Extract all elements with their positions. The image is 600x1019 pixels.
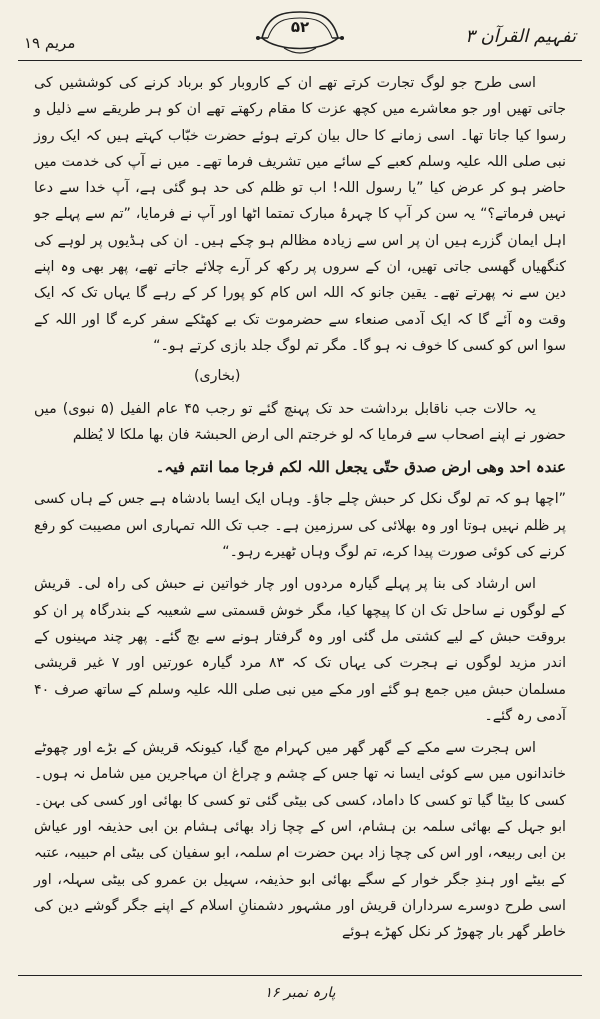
- arabic-hadith: عندہ احد وھی ارض صدق حتّی یجعل اللہ لکم فرجا مما انتم فیہ۔: [155, 458, 566, 477]
- hadith-translation: ”اچھا ہو کہ تم لوگ نکل کر حبش چلے جاؤ۔ وہاں ایک ایسا بادشاہ ہے جس کے ہاں کسی پر ظلم نہیں ہوتا اور وہ بھلائی کی سرزمین ہے۔ جب تک اللہ تمہاری اس مصیبت کو رفع کرنے کی کوئی صورت پیدا کرے، تم لوگ وہاں ٹھیرے رہو۔“: [34, 491, 566, 561]
- page-body: [34, 70, 566, 970]
- header-divider: [18, 60, 582, 61]
- citation: (بخاری): [194, 368, 241, 385]
- paragraph-khabbab: اسی طرح جو لوگ تجارت کرتے تھے ان کے کاروبار کو برباد کرنے کی کوششیں کی جاتی تھیں اور جو معاشرے میں کچھ عزت کا مقام رکھتے تھے ان کو ہر طریقے سے ذلیل و رسوا کیا جاتا تھا۔ اسی زمانے کا حال بیان کرتے ہوئے حضرت خبّاب کہتے ہیں کہ ایک روز نبی صلی اللہ علیہ وسلم کعبے کے سائے میں تشریف فرما تھے۔ میں نے آپ کی خدمت میں حاضر ہو کر عرض کیا ”یا رسول اللہ! اب تو ظلم کی حد ہو گئی ہے، آپ خدا سے دعا نہیں فرماتے؟“ یہ سن کر آپ کا چہرۂ مبارک تمتما اٹھا اور آپ نے فرمایا، ”تم سے پہلے جو اہل ایمان گزرے ہیں ان پر اس سے زیادہ مظالم ہو چکے ہیں۔ ان کی ہڈیوں پر لوہے کی کنگھیاں گھسی جاتی تھیں، ان کے سروں پر رکھ کر آرے چلائے جاتے تھے، پھر بھی وہ اپنے دین سے نہ پھرتے تھے۔ یقین جانو کہ اللہ اس کام کو پورا کر کے رہے گا یہاں تک کہ ایک وقت وہ آئے گا کہ ایک آدمی صنعاء سے حضرموت تک بے کھٹکے سفر کرے گا اور اللہ کے سوا اس کو کسی کا خوف نہ ہو گا۔ مگر تم لوگ جلد بازی کرتے ہو۔“: [34, 75, 566, 354]
- surah-reference: مریم ۱۹: [24, 34, 76, 52]
- book-title: تفہیم القرآن ۳: [465, 26, 576, 47]
- paragraph-reaction: اس ہجرت سے مکے کے گھر گھر میں کہرام مچ گیا، کیونکہ قریش کے بڑے اور چھوٹے خاندانوں میں سے کوئی ایسا نہ تھا جس کے چشم و چراغ ان مہاجرین میں شامل نہ ہوں۔ کسی کا بیٹا گیا تو کسی کا داماد، کسی کی بیٹی گئی تو کسی کا بھائی اور کسی کی بہن۔ ابو جہل کے بھائی سلمہ بن ہشام، اس کے چچا زاد بھائی ہشام بن ابی حذیفہ اور عیاش بن ابی ربیعہ، اور اس کی چچا زاد بہن حضرت ام سلمہ، ابو سفیان کی بیٹی ام حبیبہ، عتبہ کے بیٹے اور ہندِ جگر خوار کے سگے بھائی ابو حذیفہ، سہیل بن عمرو کی بیٹی سہلہ، اور اسی طرح دوسرے سرداران قریش اور مشہور دشمنانِ اسلام کے اپنے جگر گوشے دین کی خاطر گھر بار چھوڑ کر نکل کھڑے ہوئے: [34, 740, 566, 941]
- page-header: [18, 8, 582, 64]
- para-number: پارہ نمبر ۱۶: [264, 985, 336, 1001]
- page-number-ornament: [254, 8, 346, 58]
- footer-divider: [18, 975, 582, 976]
- page-number: ۵۲: [290, 18, 310, 36]
- paragraph-migration: اس ارشاد کی بنا پر پہلے گیارہ مردوں اور چار خواتین نے حبش کی راہ لی۔ قریش کے لوگوں نے ساحل تک ان کا پیچھا کیا، مگر خوش قسمتی سے شعیبہ کے بندرگاہ پر ان کو بروقت حبش کے لیے کشتی مل گئی اور وہ گرفتار ہونے سے بچ گئے۔ پھر چند مہینوں کے اندر مزید لوگوں نے ہجرت کی یہاں تک کہ ۸۳ مرد گیارہ عورتیں اور ۷ غیر قریشی مسلمان حبش میں جمع ہو گئے اور مکے میں نبی صلی اللہ علیہ وسلم کے ساتھ صرف ۴۰ آدمی رہ گئے۔: [34, 576, 567, 724]
- paragraph-hijrat-intro: یہ حالات جب ناقابل برداشت حد تک پہنچ گئے تو رجب ۴۵ عام الفیل (۵ نبوی) میں حضور نے اپنے اصحاب سے فرمایا کہ لو خرجتم الی ارض الحبشۃ فان بھا ملکا لا یُظلم: [34, 400, 566, 443]
